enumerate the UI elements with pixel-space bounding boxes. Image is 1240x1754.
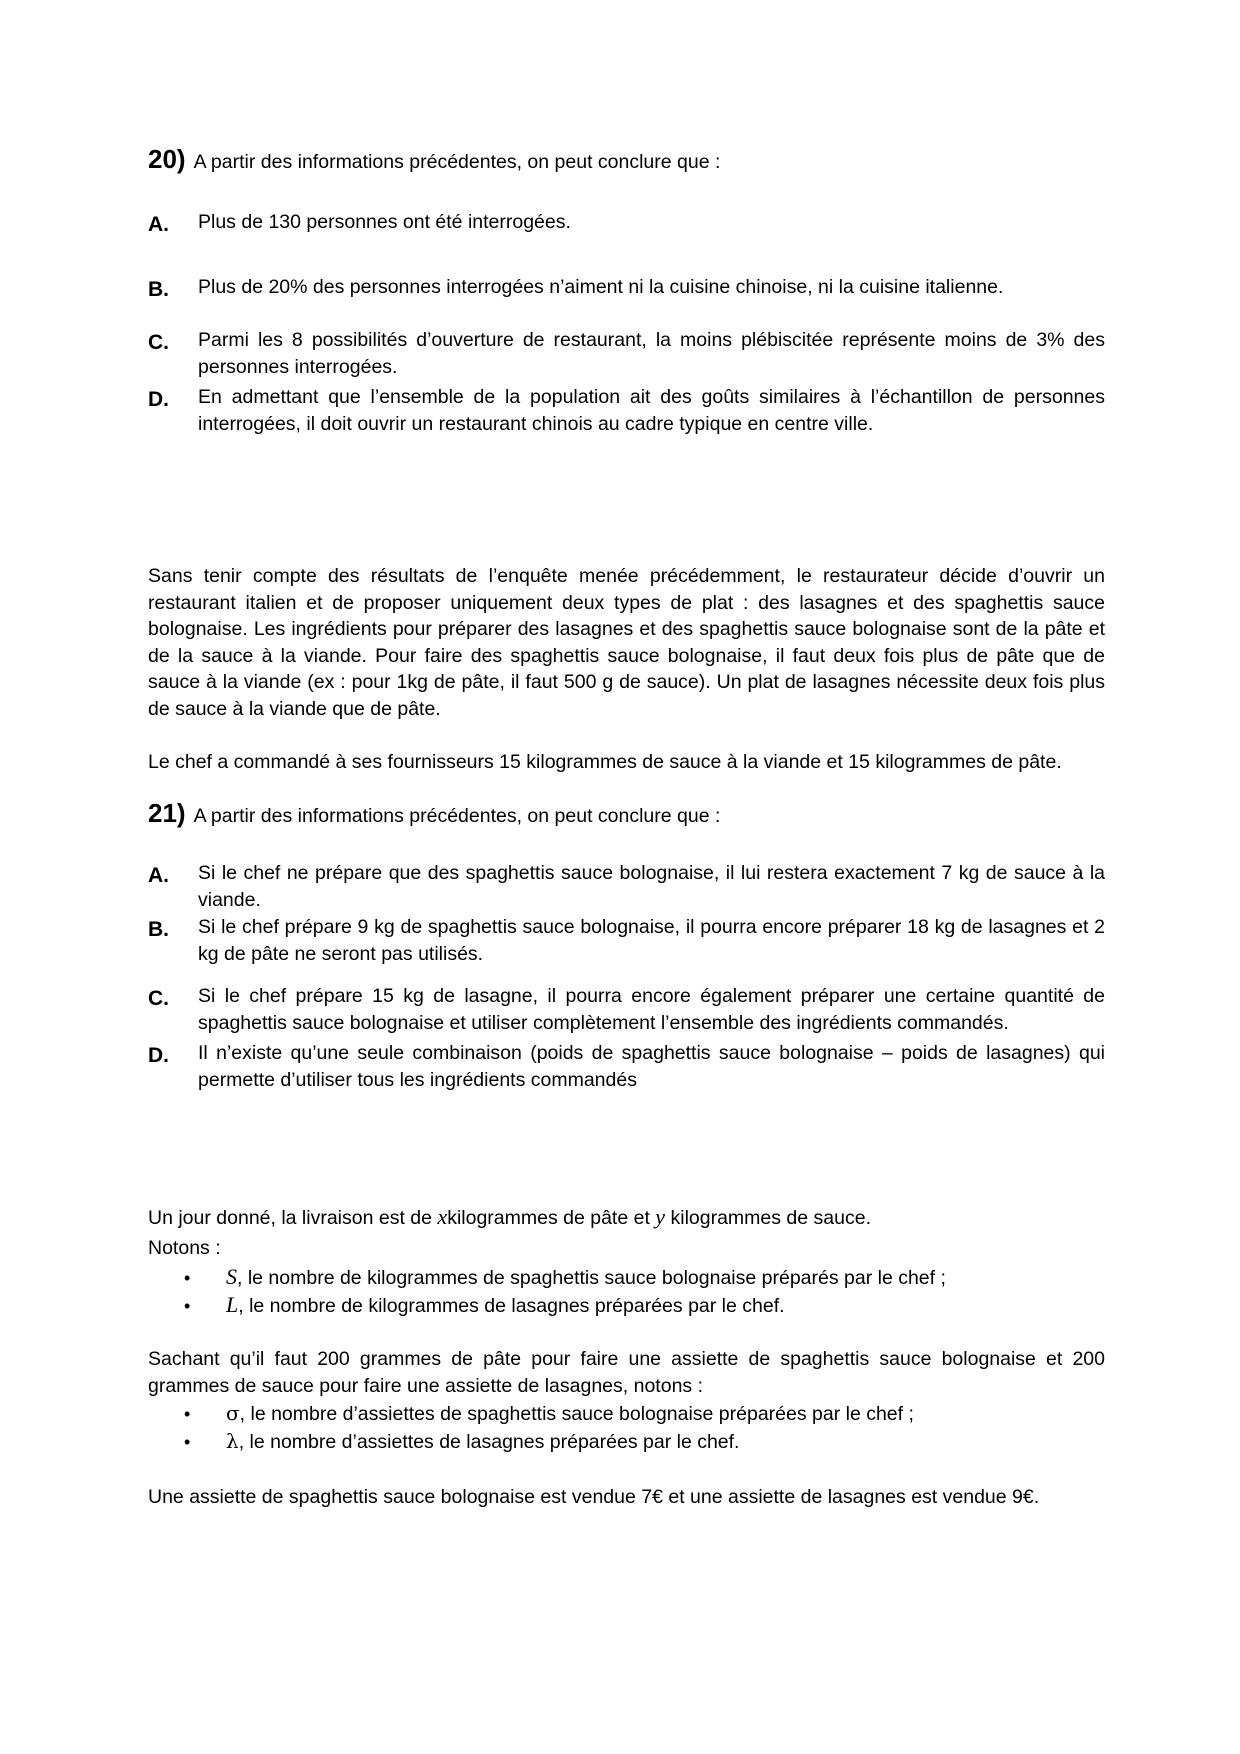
q21-option-c [148, 983, 1105, 1036]
option-text: Si le chef ne prépare que des spaghettis sauce bolognaise, il lui restera exactement 7 kg de sauce à la viande. [198, 862, 1105, 911]
variable-y: y [655, 1204, 666, 1229]
option-letter: D. [148, 388, 169, 411]
q20-option-b [148, 274, 1105, 304]
option-letter: A. [148, 213, 169, 236]
q20-option-c [148, 327, 1105, 380]
option-text: Plus de 20% des personnes interrogées n’aiment ni la cuisine chinoise, ni la cuisine italienne. [198, 276, 1004, 298]
list-item [148, 1400, 1105, 1428]
q20-option-a [148, 209, 1105, 239]
bullet-icon: • [184, 1296, 191, 1316]
symbol-sigma: σ [226, 1401, 240, 1425]
delivery-line [148, 1204, 1105, 1232]
option-text: Il n’existe qu’une seule combinaison (poids de spaghettis sauce bolognaise – poids de lasagnes) qui permette d’utiliser tous les ingrédients commandés [198, 1042, 1105, 1091]
question-number: 21) [148, 798, 186, 828]
q20-option-d [148, 384, 1105, 437]
bullet-icon: • [184, 1432, 191, 1452]
q21-option-a [148, 860, 1105, 913]
option-text: Parmi les 8 possibilités d’ouverture de restaurant, la moins plébiscitée représente moins de 3% des personnes interrogées. [198, 329, 1105, 378]
question-21-header [148, 800, 1105, 830]
plates-intro: Sachant qu’il faut 200 grammes de pâte pour faire une assiette de spaghettis sauce bolognaise et 200 grammes de sauce pour faire une assiette de lasagnes, notons : [148, 1348, 1105, 1397]
list-item-text: , le nombre de kilogrammes de lasagnes préparées par le chef. [238, 1295, 785, 1317]
notons-label: Notons : [148, 1237, 221, 1259]
bullet-icon: • [184, 1268, 191, 1288]
q21-option-d [148, 1040, 1105, 1093]
question-text: A partir des informations précédentes, on peut conclure que : [193, 805, 721, 827]
context-paragraph: Sans tenir compte des résultats de l’enquête menée précédemment, le restaurateur décide d’ouvrir un restaurant italien et de proposer uniquement deux types de plat : des lasagnes et des spaghettis sauce bolognaise. Les ingrédients pour préparer des lasagnes et des spaghettis sauce bolognaise sont de la pâte et de la sauce à la viande. Pour faire des spaghettis sauce bolognaise, il faut deux fois plus de pâte que de sauce à la viande (ex : pour 1kg de pâte, il faut 500 g de sauce). Un plat de lasagnes nécessite deux fois plus de sauce à la viande que de pâte. [148, 565, 1105, 720]
q21-option-b [148, 914, 1105, 967]
option-letter: B. [148, 278, 169, 301]
prices-paragraph: Une assiette de spaghettis sauce bolognaise est vendue 7€ et une assiette de lasagnes est vendue 9€. [148, 1486, 1040, 1508]
option-letter: D. [148, 1044, 169, 1067]
delivery-text-b: kilogrammes de pâte et [447, 1207, 650, 1229]
option-letter: C. [148, 987, 169, 1010]
option-text: Si le chef prépare 9 kg de spaghettis sauce bolognaise, il pourra encore préparer 18 kg de lasagnes et 2 kg de pâte ne seront pas utilisés. [198, 916, 1105, 965]
list-item-text: , le nombre de kilogrammes de spaghettis sauce bolognaise préparés par le chef ; [237, 1267, 946, 1289]
list-item-text: , le nombre d’assiettes de spaghettis sauce bolognaise préparées par le chef ; [239, 1403, 914, 1425]
delivery-text-c: kilogrammes de sauce. [670, 1207, 871, 1229]
list-item [148, 1264, 1105, 1292]
variables-list-kg [148, 1264, 1105, 1320]
order-paragraph: Le chef a commandé à ses fournisseurs 15 kilogrammes de sauce à la viande et 15 kilogrammes de pâte. [148, 751, 1062, 773]
option-text: Si le chef prépare 15 kg de lasagne, il pourra encore également préparer une certaine quantité de spaghettis sauce bolognaise et utiliser complètement l’ensemble des ingrédients commandés. [198, 985, 1105, 1034]
option-letter: B. [148, 918, 169, 941]
delivery-text-a: Un jour donné, la livraison est de [148, 1207, 432, 1229]
option-text: En admettant que l’ensemble de la population ait des goûts similaires à l’échantillon de personnes interrogées, il doit ouvrir un restaurant chinois au cadre typique en centre ville. [198, 386, 1105, 435]
list-item-text: , le nombre d’assiettes de lasagnes préparées par le chef. [238, 1431, 740, 1453]
question-text: A partir des informations précédentes, on peut conclure que : [193, 151, 721, 173]
option-letter: A. [148, 864, 169, 887]
variable-x: x [437, 1204, 448, 1229]
bullet-icon: • [184, 1404, 191, 1424]
question-20-header [148, 146, 1105, 176]
symbol-L: L [226, 1292, 239, 1317]
list-item [148, 1428, 1105, 1456]
symbol-S: S [226, 1264, 237, 1289]
list-item [148, 1292, 1105, 1320]
variables-list-plates [148, 1400, 1105, 1456]
symbol-lambda: λ [226, 1429, 239, 1453]
option-letter: C. [148, 331, 169, 354]
option-text: Plus de 130 personnes ont été interrogées. [198, 211, 571, 233]
question-number: 20) [148, 144, 186, 174]
